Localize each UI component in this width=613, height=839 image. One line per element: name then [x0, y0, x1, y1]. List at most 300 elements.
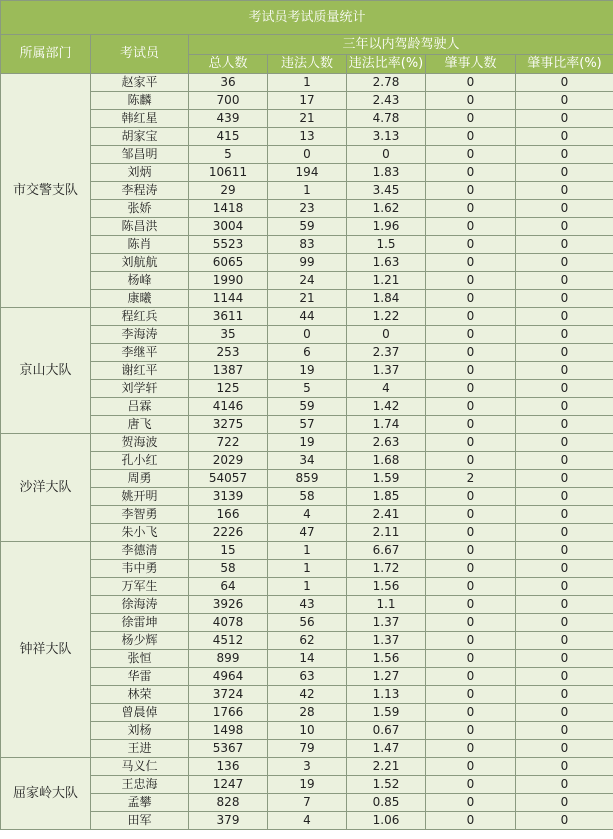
violation-rate-cell: 2.37 — [347, 344, 426, 362]
violations-cell: 6 — [268, 344, 347, 362]
violations-cell: 4 — [268, 812, 347, 830]
table-row — [1, 776, 613, 794]
table-row — [1, 650, 613, 668]
accidents-cell: 0 — [426, 182, 516, 200]
dept-cell: 钟祥大队 — [1, 542, 91, 758]
violation-rate-cell: 0 — [347, 326, 426, 344]
total-cell: 10611 — [189, 164, 268, 182]
total-cell: 1990 — [189, 272, 268, 290]
violation-rate-cell: 0 — [347, 146, 426, 164]
examiner-cell: 王进 — [91, 740, 189, 758]
table-row — [1, 614, 613, 632]
examiner-cell: 谢红平 — [91, 362, 189, 380]
accidents-cell: 0 — [426, 326, 516, 344]
total-cell: 3004 — [189, 218, 268, 236]
violations-cell: 83 — [268, 236, 347, 254]
accidents-cell: 2 — [426, 470, 516, 488]
table-row — [1, 758, 613, 776]
accidents-cell: 0 — [426, 200, 516, 218]
accidents-cell: 0 — [426, 776, 516, 794]
examiner-cell: 胡家宝 — [91, 128, 189, 146]
header-dept: 所属部门 — [1, 35, 91, 74]
violation-rate-cell: 1.68 — [347, 452, 426, 470]
accident-rate-cell: 0 — [516, 434, 613, 452]
table-row — [1, 92, 613, 110]
accident-rate-cell: 0 — [516, 704, 613, 722]
examiner-cell: 陈昌洪 — [91, 218, 189, 236]
violations-cell: 4 — [268, 506, 347, 524]
violations-cell: 21 — [268, 290, 347, 308]
violation-rate-cell: 1.37 — [347, 614, 426, 632]
examiner-cell: 李海涛 — [91, 326, 189, 344]
table-row — [1, 218, 613, 236]
violations-cell: 14 — [268, 650, 347, 668]
total-cell: 4964 — [189, 668, 268, 686]
violations-cell: 42 — [268, 686, 347, 704]
total-cell: 3275 — [189, 416, 268, 434]
total-cell: 415 — [189, 128, 268, 146]
accidents-cell: 0 — [426, 812, 516, 830]
examiner-cell: 刘炳 — [91, 164, 189, 182]
total-cell: 2029 — [189, 452, 268, 470]
total-cell: 125 — [189, 380, 268, 398]
accident-rate-cell: 0 — [516, 452, 613, 470]
accidents-cell: 0 — [426, 434, 516, 452]
accident-rate-cell: 0 — [516, 398, 613, 416]
accident-rate-cell: 0 — [516, 92, 613, 110]
accident-rate-cell: 0 — [516, 740, 613, 758]
examiner-cell: 贺海波 — [91, 434, 189, 452]
violations-cell: 43 — [268, 596, 347, 614]
violation-rate-cell: 2.21 — [347, 758, 426, 776]
total-cell: 136 — [189, 758, 268, 776]
accident-rate-cell: 0 — [516, 686, 613, 704]
violation-rate-cell: 1.5 — [347, 236, 426, 254]
total-cell: 35 — [189, 326, 268, 344]
violations-cell: 1 — [268, 74, 347, 92]
accidents-cell: 0 — [426, 128, 516, 146]
accident-rate-cell: 0 — [516, 560, 613, 578]
violation-rate-cell: 4 — [347, 380, 426, 398]
examiner-cell: 林荣 — [91, 686, 189, 704]
total-cell: 15 — [189, 542, 268, 560]
accident-rate-cell: 0 — [516, 362, 613, 380]
violation-rate-cell: 1.1 — [347, 596, 426, 614]
violations-cell: 59 — [268, 398, 347, 416]
header-accident-rate: 肇事比率(%) — [516, 54, 613, 74]
accident-rate-cell: 0 — [516, 308, 613, 326]
violations-cell: 194 — [268, 164, 347, 182]
examiner-cell: 陈肖 — [91, 236, 189, 254]
accident-rate-cell: 0 — [516, 596, 613, 614]
accident-rate-cell: 0 — [516, 542, 613, 560]
violations-cell: 0 — [268, 326, 347, 344]
accident-rate-cell: 0 — [516, 758, 613, 776]
violations-cell: 44 — [268, 308, 347, 326]
examiner-cell: 曾晨倬 — [91, 704, 189, 722]
examiner-cell: 孔小红 — [91, 452, 189, 470]
accident-rate-cell: 0 — [516, 236, 613, 254]
table-row — [1, 506, 613, 524]
violations-cell: 21 — [268, 110, 347, 128]
accident-rate-cell: 0 — [516, 326, 613, 344]
header-violations: 违法人数 — [268, 54, 347, 74]
examiner-cell: 李程涛 — [91, 182, 189, 200]
violations-cell: 1 — [268, 560, 347, 578]
violations-cell: 57 — [268, 416, 347, 434]
accident-rate-cell: 0 — [516, 722, 613, 740]
total-cell: 5 — [189, 146, 268, 164]
table-row — [1, 812, 613, 830]
violations-cell: 23 — [268, 200, 347, 218]
accidents-cell: 0 — [426, 218, 516, 236]
accidents-cell: 0 — [426, 686, 516, 704]
violations-cell: 1 — [268, 578, 347, 596]
violation-rate-cell: 1.27 — [347, 668, 426, 686]
examiner-cell: 张娇 — [91, 200, 189, 218]
examiner-cell: 周勇 — [91, 470, 189, 488]
accidents-cell: 0 — [426, 704, 516, 722]
violation-rate-cell: 4.78 — [347, 110, 426, 128]
accidents-cell: 0 — [426, 416, 516, 434]
violations-cell: 1 — [268, 542, 347, 560]
accidents-cell: 0 — [426, 524, 516, 542]
violation-rate-cell: 1.37 — [347, 632, 426, 650]
table-row — [1, 470, 613, 488]
accidents-cell: 0 — [426, 506, 516, 524]
total-cell: 4146 — [189, 398, 268, 416]
accidents-cell: 0 — [426, 398, 516, 416]
total-cell: 1247 — [189, 776, 268, 794]
violation-rate-cell: 1.47 — [347, 740, 426, 758]
accidents-cell: 0 — [426, 308, 516, 326]
examiner-cell: 杨峰 — [91, 272, 189, 290]
violations-cell: 7 — [268, 794, 347, 812]
violation-rate-cell: 3.45 — [347, 182, 426, 200]
accidents-cell: 0 — [426, 272, 516, 290]
violations-cell: 63 — [268, 668, 347, 686]
total-cell: 439 — [189, 110, 268, 128]
violations-cell: 58 — [268, 488, 347, 506]
dept-cell: 市交警支队 — [1, 74, 91, 308]
examiner-cell: 赵家平 — [91, 74, 189, 92]
accident-rate-cell: 0 — [516, 254, 613, 272]
violation-rate-cell: 1.83 — [347, 164, 426, 182]
violations-cell: 79 — [268, 740, 347, 758]
accidents-cell: 0 — [426, 542, 516, 560]
examiner-cell: 朱小飞 — [91, 524, 189, 542]
accidents-cell: 0 — [426, 488, 516, 506]
violation-rate-cell: 1.84 — [347, 290, 426, 308]
violations-cell: 859 — [268, 470, 347, 488]
total-cell: 6065 — [189, 254, 268, 272]
accidents-cell: 0 — [426, 362, 516, 380]
examiner-cell: 孟攀 — [91, 794, 189, 812]
table-row — [1, 578, 613, 596]
examiner-cell: 马义仁 — [91, 758, 189, 776]
violations-cell: 99 — [268, 254, 347, 272]
dept-cell: 沙洋大队 — [1, 434, 91, 542]
violations-cell: 3 — [268, 758, 347, 776]
accidents-cell: 0 — [426, 758, 516, 776]
examiner-cell: 田军 — [91, 812, 189, 830]
accident-rate-cell: 0 — [516, 128, 613, 146]
accidents-cell: 0 — [426, 344, 516, 362]
violations-cell: 24 — [268, 272, 347, 290]
table-row — [1, 704, 613, 722]
accidents-cell: 0 — [426, 614, 516, 632]
violation-rate-cell: 2.63 — [347, 434, 426, 452]
accident-rate-cell: 0 — [516, 272, 613, 290]
violation-rate-cell: 0.67 — [347, 722, 426, 740]
total-cell: 899 — [189, 650, 268, 668]
accidents-cell: 0 — [426, 632, 516, 650]
header-accidents: 肇事人数 — [426, 54, 516, 74]
table-row — [1, 722, 613, 740]
examiner-cell: 韩红星 — [91, 110, 189, 128]
violation-rate-cell: 2.11 — [347, 524, 426, 542]
table-row — [1, 272, 613, 290]
examiner-cell: 邹昌明 — [91, 146, 189, 164]
violation-rate-cell: 1.85 — [347, 488, 426, 506]
accidents-cell: 0 — [426, 668, 516, 686]
violations-cell: 19 — [268, 776, 347, 794]
total-cell: 1387 — [189, 362, 268, 380]
table-row — [1, 524, 613, 542]
examiner-cell: 韦中勇 — [91, 560, 189, 578]
violation-rate-cell: 0.85 — [347, 794, 426, 812]
violation-rate-cell: 2.78 — [347, 74, 426, 92]
header-violation-rate: 违法比率(%) — [347, 54, 426, 74]
accidents-cell: 0 — [426, 578, 516, 596]
table-row — [1, 452, 613, 470]
violations-cell: 17 — [268, 92, 347, 110]
accidents-cell: 0 — [426, 146, 516, 164]
violation-rate-cell: 1.21 — [347, 272, 426, 290]
accident-rate-cell: 0 — [516, 776, 613, 794]
accident-rate-cell: 0 — [516, 470, 613, 488]
table-row — [1, 416, 613, 434]
examiner-cell: 张恒 — [91, 650, 189, 668]
table-title: 考试员考试质量统计 — [1, 1, 613, 35]
accident-rate-cell: 0 — [516, 182, 613, 200]
table-row — [1, 362, 613, 380]
total-cell: 3139 — [189, 488, 268, 506]
examiner-cell: 刘杨 — [91, 722, 189, 740]
total-cell: 1766 — [189, 704, 268, 722]
accidents-cell: 0 — [426, 380, 516, 398]
violations-cell: 0 — [268, 146, 347, 164]
violation-rate-cell: 6.67 — [347, 542, 426, 560]
violations-cell: 19 — [268, 362, 347, 380]
examiner-cell: 王忠海 — [91, 776, 189, 794]
total-cell: 58 — [189, 560, 268, 578]
examiner-cell: 徐海涛 — [91, 596, 189, 614]
accident-rate-cell: 0 — [516, 344, 613, 362]
total-cell: 36 — [189, 74, 268, 92]
accident-rate-cell: 0 — [516, 578, 613, 596]
examiner-cell: 唐飞 — [91, 416, 189, 434]
total-cell: 166 — [189, 506, 268, 524]
table-row — [1, 668, 613, 686]
violations-cell: 59 — [268, 218, 347, 236]
accident-rate-cell: 0 — [516, 794, 613, 812]
examiner-cell: 陈麟 — [91, 92, 189, 110]
violation-rate-cell: 1.06 — [347, 812, 426, 830]
total-cell: 2226 — [189, 524, 268, 542]
table-body — [1, 74, 613, 830]
violations-cell: 34 — [268, 452, 347, 470]
accidents-cell: 0 — [426, 164, 516, 182]
accident-rate-cell: 0 — [516, 200, 613, 218]
accidents-cell: 0 — [426, 596, 516, 614]
accidents-cell: 0 — [426, 290, 516, 308]
accident-rate-cell: 0 — [516, 110, 613, 128]
violation-rate-cell: 2.41 — [347, 506, 426, 524]
examiner-cell: 康曦 — [91, 290, 189, 308]
examiner-cell: 刘航航 — [91, 254, 189, 272]
table-row — [1, 128, 613, 146]
total-cell: 828 — [189, 794, 268, 812]
violation-rate-cell: 1.59 — [347, 470, 426, 488]
violation-rate-cell: 1.59 — [347, 704, 426, 722]
total-cell: 64 — [189, 578, 268, 596]
violations-cell: 47 — [268, 524, 347, 542]
table-row — [1, 308, 613, 326]
violations-cell: 10 — [268, 722, 347, 740]
header-group: 三年以内驾龄驾驶人 — [189, 35, 613, 55]
examiner-cell: 李继平 — [91, 344, 189, 362]
violation-rate-cell: 1.22 — [347, 308, 426, 326]
examiner-cell: 杨少辉 — [91, 632, 189, 650]
violations-cell: 62 — [268, 632, 347, 650]
table-row — [1, 596, 613, 614]
table-row — [1, 236, 613, 254]
total-cell: 3724 — [189, 686, 268, 704]
accident-rate-cell: 0 — [516, 488, 613, 506]
accidents-cell: 0 — [426, 794, 516, 812]
accident-rate-cell: 0 — [516, 812, 613, 830]
accident-rate-cell: 0 — [516, 164, 613, 182]
table-row — [1, 74, 613, 92]
accidents-cell: 0 — [426, 560, 516, 578]
violation-rate-cell: 1.72 — [347, 560, 426, 578]
accident-rate-cell: 0 — [516, 380, 613, 398]
violation-rate-cell: 1.56 — [347, 650, 426, 668]
table-row — [1, 434, 613, 452]
examiner-cell: 华雷 — [91, 668, 189, 686]
violations-cell: 28 — [268, 704, 347, 722]
examiner-cell: 吕霖 — [91, 398, 189, 416]
violations-cell: 56 — [268, 614, 347, 632]
total-cell: 1418 — [189, 200, 268, 218]
accident-rate-cell: 0 — [516, 74, 613, 92]
examiner-cell: 姚开明 — [91, 488, 189, 506]
total-cell: 3611 — [189, 308, 268, 326]
violation-rate-cell: 1.63 — [347, 254, 426, 272]
examiner-cell: 徐雷坤 — [91, 614, 189, 632]
accident-rate-cell: 0 — [516, 218, 613, 236]
violations-cell: 1 — [268, 182, 347, 200]
table-row — [1, 380, 613, 398]
table-row — [1, 110, 613, 128]
violation-rate-cell: 1.74 — [347, 416, 426, 434]
table-row — [1, 560, 613, 578]
accident-rate-cell: 0 — [516, 146, 613, 164]
violations-cell: 5 — [268, 380, 347, 398]
table-row — [1, 344, 613, 362]
examiner-cell: 李德清 — [91, 542, 189, 560]
accident-rate-cell: 0 — [516, 632, 613, 650]
header-total: 总人数 — [189, 54, 268, 74]
total-cell: 1498 — [189, 722, 268, 740]
table-row — [1, 254, 613, 272]
total-cell: 1144 — [189, 290, 268, 308]
accident-rate-cell: 0 — [516, 668, 613, 686]
violation-rate-cell: 1.13 — [347, 686, 426, 704]
violation-rate-cell: 1.96 — [347, 218, 426, 236]
accident-rate-cell: 0 — [516, 416, 613, 434]
total-cell: 5367 — [189, 740, 268, 758]
header-examiner: 考试员 — [91, 35, 189, 74]
violation-rate-cell: 2.43 — [347, 92, 426, 110]
table-row — [1, 398, 613, 416]
accident-rate-cell: 0 — [516, 524, 613, 542]
table-row — [1, 290, 613, 308]
violations-cell: 13 — [268, 128, 347, 146]
table-row — [1, 146, 613, 164]
violation-rate-cell: 1.62 — [347, 200, 426, 218]
table-row — [1, 488, 613, 506]
examiner-cell: 程红兵 — [91, 308, 189, 326]
dept-cell: 京山大队 — [1, 308, 91, 434]
total-cell: 4078 — [189, 614, 268, 632]
table-row — [1, 326, 613, 344]
total-cell: 253 — [189, 344, 268, 362]
table-row — [1, 200, 613, 218]
violation-rate-cell: 1.37 — [347, 362, 426, 380]
examiner-cell: 刘学轩 — [91, 380, 189, 398]
violation-rate-cell: 1.52 — [347, 776, 426, 794]
table-row — [1, 542, 613, 560]
accidents-cell: 0 — [426, 452, 516, 470]
accident-rate-cell: 0 — [516, 614, 613, 632]
total-cell: 700 — [189, 92, 268, 110]
accidents-cell: 0 — [426, 254, 516, 272]
total-cell: 5523 — [189, 236, 268, 254]
table-row — [1, 794, 613, 812]
accidents-cell: 0 — [426, 236, 516, 254]
violations-cell: 19 — [268, 434, 347, 452]
accidents-cell: 0 — [426, 74, 516, 92]
accidents-cell: 0 — [426, 740, 516, 758]
accidents-cell: 0 — [426, 92, 516, 110]
accidents-cell: 0 — [426, 650, 516, 668]
total-cell: 54057 — [189, 470, 268, 488]
total-cell: 29 — [189, 182, 268, 200]
examiner-cell: 万军生 — [91, 578, 189, 596]
table-row — [1, 740, 613, 758]
table-row — [1, 164, 613, 182]
total-cell: 722 — [189, 434, 268, 452]
violation-rate-cell: 1.42 — [347, 398, 426, 416]
accident-rate-cell: 0 — [516, 506, 613, 524]
table-row — [1, 632, 613, 650]
total-cell: 4512 — [189, 632, 268, 650]
table-row — [1, 686, 613, 704]
accidents-cell: 0 — [426, 722, 516, 740]
total-cell: 3926 — [189, 596, 268, 614]
